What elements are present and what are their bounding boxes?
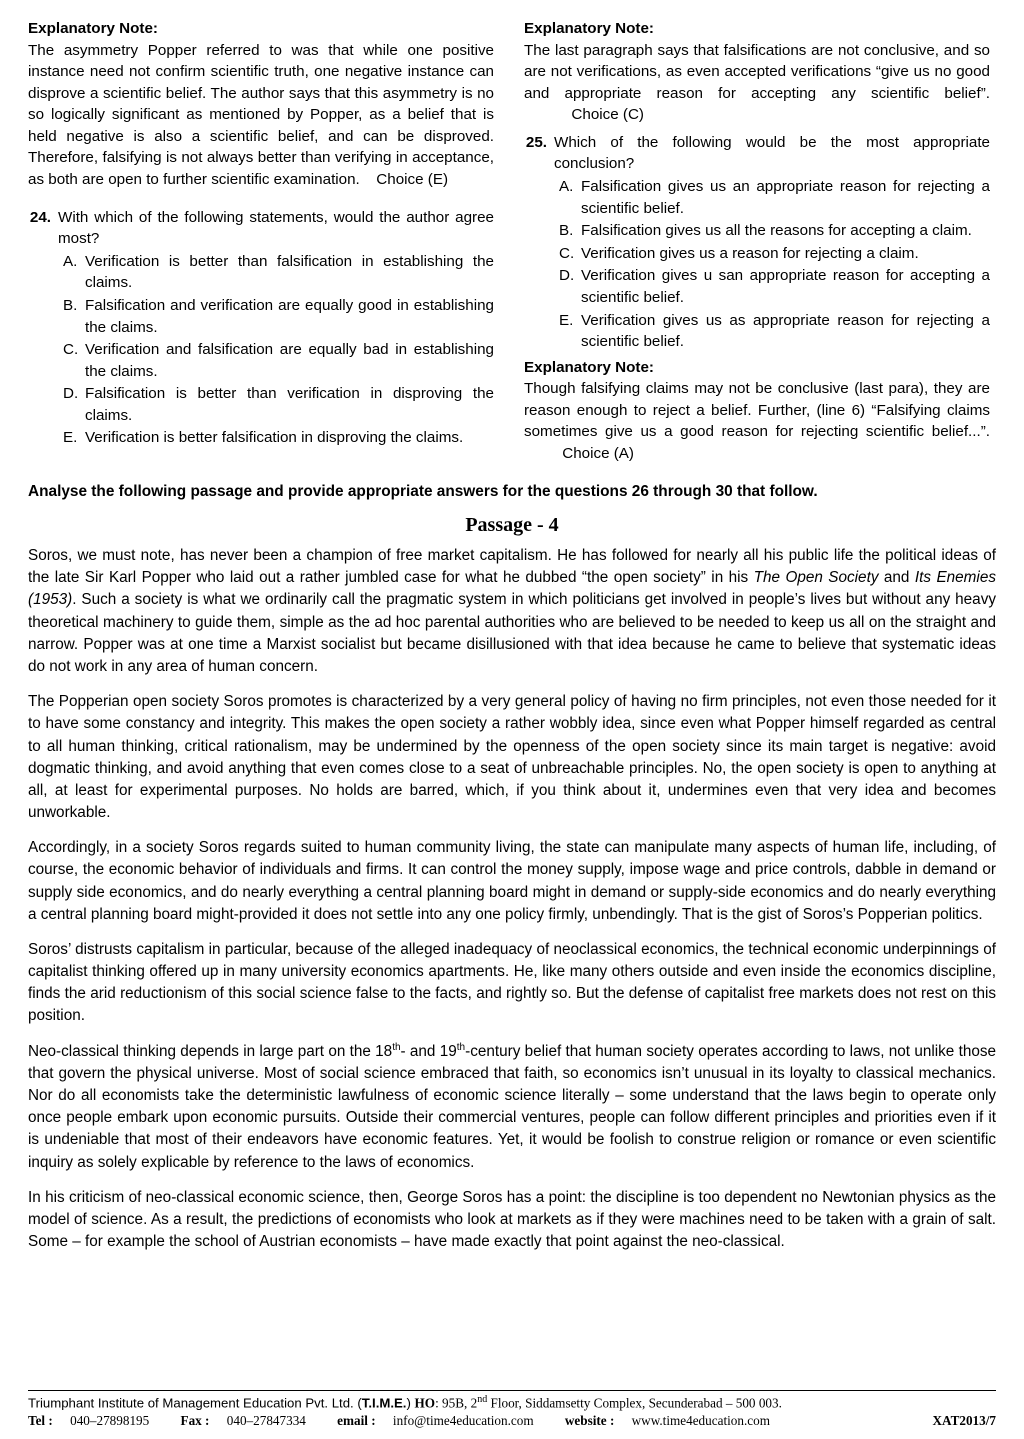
option-text: Verification gives us as appropriate reason for rejecting a scientific belief.	[581, 311, 990, 351]
footer-contact-line	[28, 1413, 996, 1429]
option-label: B.	[63, 296, 78, 314]
footer-address-part2: Floor, Siddamsetty Complex, Secunderabad – 500 003.	[487, 1395, 782, 1410]
footer-paren: )	[406, 1395, 415, 1410]
question-24	[28, 207, 494, 449]
option-text: Falsification gives us all the reasons for accepting a claim.	[581, 222, 972, 240]
option-text: Verification is better falsification in disproving the claims.	[85, 429, 464, 447]
question-25-option-e[interactable]	[554, 310, 990, 353]
passage-paragraph-6: In his criticism of neo-classical economic science, then, George Soros has a point: the discipline is too dependent no Newtonian physics as the model of science. As a result, the predictions of economists who look at markets as if they were machines need to be taken with a grain of salt. Some – for example the school of Austrian economists – have made exactly that point against the neo-classical.	[28, 1188, 996, 1251]
footer-brand: T.I.M.E.	[361, 1395, 407, 1410]
explanatory-note-2-body: The last paragraph says that falsifications are not conclusive, and so are not verifications, as even accepted verifications “give us no good and appropriate reason for accepting any scientific belief”.	[524, 41, 990, 102]
explanatory-note-3-choice: Choice (A)	[562, 444, 634, 462]
footer-website-value[interactable]: www.time4education.com	[631, 1413, 770, 1428]
passage-paragraph-4: Soros’ distrusts capitalism in particular, because of the alleged inadequacy of neoclassical economics, the technical economic underpinnings of capitalist thinking offered up in many university economics apartments. He, like many others outside and even inside the economics discipline, finds the arid reductionism of this social science false to the facts, and rightly so. But the defense of capitalist free markets does not rest on this position.	[28, 940, 996, 1025]
passage-paragraph-5: Neo-classical thinking depends in large part on the 18th- and 19th-century belief that human society operates according to laws, not unlike those that govern the physical universe. Most of social science embraced that faith, so economics isn’t unusual in its loyalty to classical mechanics. Nor do all economists take the deterministic lawfulness of economic science literally – some understand that the laws begin to operate only once people embark upon economic pursuits. Outside their commercial ventures, people can follow different principles and priorities even if it is undeniable that most of their endeavors have economic features. Yet, it would be foolish to construe religion or romance or even scientific inquiry as solely explicable by reference to the laws of economics.	[28, 1041, 997, 1171]
explanatory-note-2-heading: Explanatory Note:	[524, 20, 654, 37]
footer-email-label: email :	[337, 1413, 376, 1428]
explanatory-note-3	[524, 357, 990, 465]
option-label: B.	[559, 222, 574, 240]
option-label: D.	[559, 267, 575, 285]
footer-address-line	[28, 1394, 996, 1411]
footer-tel-label: Tel :	[28, 1413, 53, 1428]
explanatory-note-2-text	[524, 40, 990, 126]
explanatory-note-2	[524, 18, 990, 126]
explanatory-note-3-heading: Explanatory Note:	[524, 358, 654, 376]
explanatory-note-1	[28, 18, 494, 191]
option-text: Verification gives u san appropriate reason for accepting a scientific belief.	[581, 267, 990, 306]
question-25-number: 25.	[525, 133, 547, 151]
footer-tel-value: 040–27898195	[70, 1413, 150, 1428]
passage-title: Passage - 4	[465, 514, 559, 537]
footer-fax-label: Fax :	[180, 1413, 210, 1428]
option-label: E.	[559, 311, 574, 329]
option-text: Verification gives us a reason for rejecting a claim.	[581, 244, 919, 262]
explanatory-note-1-text	[28, 40, 494, 191]
passage-body	[28, 545, 996, 1253]
two-column-question-area	[28, 18, 996, 465]
option-label: C.	[559, 244, 575, 262]
explanatory-note-1-choice: Choice (E)	[376, 171, 449, 189]
footer-fax-value: 040–27847334	[226, 1413, 306, 1428]
explanatory-note-1-heading: Explanatory Note:	[28, 20, 158, 37]
question-25	[524, 132, 990, 353]
footer-address-part1: : 95B, 2	[435, 1395, 478, 1410]
footer-institute-name: Triumphant Institute of Management Education Pvt. Ltd. (	[28, 1395, 362, 1410]
option-label: A.	[559, 178, 574, 196]
question-24-option-b[interactable]	[58, 295, 494, 338]
footer-contact-segments	[28, 1413, 798, 1429]
question-24-option-c[interactable]	[58, 339, 494, 382]
option-label: A.	[63, 252, 78, 270]
question-24-stem: With which of the following statements, would the author agree most?	[58, 208, 494, 248]
page-footer	[28, 1390, 996, 1429]
question-24-option-e[interactable]	[58, 427, 494, 449]
explanatory-note-1-body: The asymmetry Popper referred to was that while one positive instance need not confirm scientific truth, one negative instance can disprove a scientific belief. The author says that this asymmetry is no so logically significant as mentioned by Popper, as a belief that is held negative is also a scientific belief, and can be disproved. Therefore, falsifying is not always better than verifying in acceptance, as both are open to further scientific examination.	[28, 41, 494, 189]
option-text: Falsification is better than verification in disproving the claims.	[85, 385, 494, 424]
question-25-stem: Which of the following would be the most appropriate conclusion?	[554, 133, 990, 173]
left-column	[28, 18, 494, 465]
footer-page-code: XAT2013/7	[932, 1413, 996, 1428]
question-25-option-b[interactable]	[554, 220, 990, 242]
question-24-option-a[interactable]	[58, 251, 494, 294]
explanatory-note-3-body: Though falsifying claims may not be conclusive (last para), they are reason enough to reject a belief. Further, (line 6) “Falsifying claims sometimes give us a good reason for rejecting scientific belief...”.	[524, 380, 990, 441]
question-25-option-c[interactable]	[554, 243, 990, 265]
passage-paragraph-1: Soros, we must note, has never been a champion of free market capitalism. He has followed for nearly all his public life the political ideas of the late Sir Karl Popper who laid out a rather jumbled case for what he dubbed “the open society” in his The Open Society and Its Enemies (1953). Such a society is what we ordinarily call the pragmatic system in which politicians get involved in people’s lives but without any heavy theoretical machinery to guide them, simple as the ad hoc parental authorities who are believed to be needed to keep us all on the straight and narrow. Popper was at one time a Marxist socialist but became disillusioned with that idea because he came to believe that systematic ideas do not work in any area of human concern.	[28, 547, 996, 675]
option-label: E.	[63, 429, 78, 447]
explanatory-note-3-text	[524, 378, 990, 464]
question-24-body	[58, 207, 494, 449]
option-text: Verification and falsification are equally bad in establishing the claims.	[85, 341, 494, 380]
question-25-option-d[interactable]	[554, 265, 990, 308]
question-24-number: 24.	[29, 208, 51, 226]
option-text: Falsification gives us an appropriate reason for rejecting a scientific belief.	[581, 178, 990, 217]
right-column	[524, 18, 990, 465]
question-25-option-a[interactable]	[554, 176, 990, 219]
option-label: D.	[63, 385, 79, 403]
footer-email-value[interactable]: info@time4education.com	[392, 1413, 534, 1428]
passage-instruction: Analyse the following passage and provide appropriate answers for the questions 26 through 30 that follow.	[28, 482, 818, 500]
explanatory-note-2-choice: Choice (C)	[571, 106, 644, 124]
option-label: C.	[63, 341, 79, 359]
footer-ho-label: HO	[414, 1395, 436, 1410]
option-text: Verification is better than falsification in establishing the claims.	[85, 252, 494, 292]
option-text: Falsification and verification are equally good in establishing the claims.	[85, 296, 494, 336]
footer-website-label: website :	[564, 1413, 615, 1428]
passage-paragraph-3: Accordingly, in a society Soros regards suited to human community living, the state can manipulate many aspects of human life, including, of course, the economic behavior of individuals and firms. It can control the money supply, impose wage and price controls, dabble in demand or supply side economics, and do nearly everything a central planning board might in demand or supply-side economics and do nearly everything a central planning board might-provided it does not settle into any one policy firmly, unbendingly. That is the gist of Soros’s Popperian politics.	[28, 839, 996, 923]
question-24-option-d[interactable]	[58, 383, 494, 426]
question-25-body	[554, 132, 990, 353]
passage-paragraph-2: The Popperian open society Soros promotes is characterized by a very general policy of having no firm principles, not even those needed for it to have some constancy and integrity. This makes the open society a rather wobbly idea, since even what Popper himself regarded as central to all human thinking, critical rationalism, may be undermined by the openness of the open society since its main target is negative: avoid dogmatic thinking, and avoid anything that even comes close to a seat of unbreachable principles. No, the open society is open to anything at all, at least for experimental purposes. No holds are barred, which, if you think about it, undermines even that very idea and becomes unworkable.	[28, 693, 996, 822]
footer-address-ordinal: nd	[477, 1393, 488, 1405]
